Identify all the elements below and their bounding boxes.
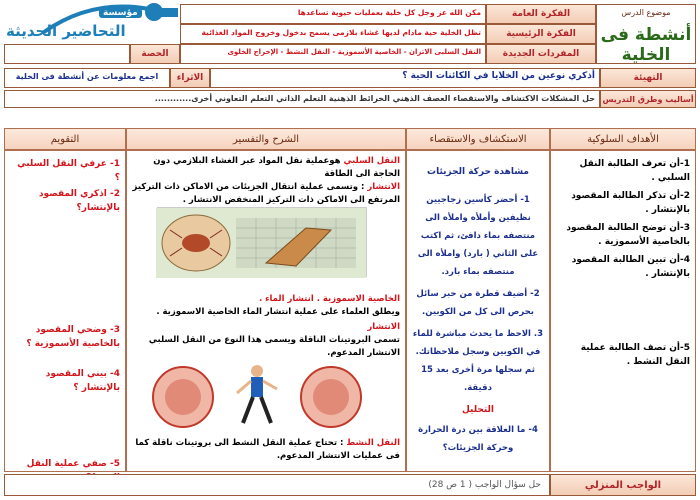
intro-label: التهيئة <box>600 68 696 88</box>
explanation-p5-rest: : تحتاج عملية النقل النشط الى بروتينات ناقلة كما فى عمليات الانتشار المدعوم. <box>135 438 400 461</box>
methods-label: أساليب وطرق التدريس <box>600 90 696 108</box>
diffusion-image-icon <box>156 208 366 278</box>
enrichment-text: اجمع معلومات عن أنشطة فى الخلية <box>15 72 159 81</box>
explanation-p1-term: النقل السلبي <box>343 156 400 166</box>
methods-text: حل المشكلات الاكتشاف والاستقصاء العصف الذهني الخرائط الذهنية التعلم الذاتي التعلم التعاوني أخرى............ <box>154 94 595 103</box>
logo-line2: التحاضير الحديثة <box>6 22 126 40</box>
explanation-p1 <box>132 155 400 181</box>
main-idea-text: تظل الخلية حية مادام لديها غشاء بلازمى يسمح بدخول وخروج المواد الغذائية <box>201 28 481 37</box>
general-idea-text: مكن الله عز وجل كل خلية بعمليات حيوية تساعدها <box>297 8 481 17</box>
active-transport-illustration <box>147 359 367 433</box>
explanation-p3-term: الخاصية الاسموزية . انتشار الماء . <box>258 294 400 304</box>
explanation-column <box>126 150 406 472</box>
explanation-p4 <box>132 321 400 360</box>
lesson-title: أنشطة فى الخلية <box>600 25 692 65</box>
share-value <box>4 44 130 64</box>
homework-text: حل سؤال الواجب ( 1 ص 28) <box>428 480 541 490</box>
evaluation-1: 1- عرفي النقل السلبي ؟ <box>17 159 120 183</box>
exploration-step-3: 3. الاحظ ما يحدث مباشرة للماء في الكوبين وسجل ملاحظاتك. ثم سجلها مرة أخرى بعد 15 دقيقة. <box>412 329 544 393</box>
explanation-p2-rest: : وتسمى عملية انتقال الجزيئات من الاماكن ذات التركيز المرتفع الى الاماكن ذات التركيز المنخفض الانتشار . <box>132 182 400 205</box>
general-idea-value <box>180 4 486 24</box>
intro-box <box>210 68 600 88</box>
evaluation-3: 3- وضحي المقصود بالخاصية الأسموزية ؟ <box>26 325 120 349</box>
intro-text: أذكري نوعين من الخلايا في الكائنات الحية ؟ <box>402 71 595 81</box>
exploration-title: مشاهدة حركة الجزيئات <box>427 167 529 177</box>
col-evaluation-header: التقويم <box>4 128 126 150</box>
objective-4: 4-أن تبين الطالبة المقصود بالإنتشار . <box>571 255 690 279</box>
enrichment-box <box>4 68 170 88</box>
homework-label: الواجب المنزلي <box>550 474 696 496</box>
exploration-step-2: 2- أضيف قطرة من حبر سائل بحرص الى كل من الكوبين. <box>416 289 540 317</box>
homework-box <box>4 474 550 496</box>
diffusion-illustration <box>157 207 367 277</box>
objective-5: 5-أن تصف الطالبة عملية النقل النشط . <box>580 343 690 367</box>
col-exploration-header: الاستكشاف والاستقصاء <box>406 128 550 150</box>
col-objectives-header: الأهداف السلوكية <box>550 128 696 150</box>
active-transport-image-icon <box>147 359 367 433</box>
explanation-p2 <box>132 181 400 207</box>
vocab-label: المفردات الجديدة <box>486 44 596 64</box>
logo <box>4 2 180 42</box>
evaluation-4: 4- بيني المقصود بالإنتشار ؟ <box>45 369 120 393</box>
enrichment-label: الاثراء <box>170 68 210 88</box>
explanation-p5 <box>132 437 400 463</box>
exploration-step-1: 1- أحضر كأسين زجاجيين نظيفين وأملأه واملأه الى منتصفه بماء دافئ، ثم اكتب على الثاني ( بارد) واملأه الى منتصفه بماء بارد. <box>417 195 539 277</box>
explanation-p4-term: الانتشار <box>367 322 400 332</box>
lesson-subject-box <box>596 4 696 64</box>
main-idea-value <box>180 24 486 44</box>
objective-1: 1-أن تعرف الطالبة النقل السلبي . <box>579 159 690 183</box>
exploration-column <box>406 150 550 472</box>
share-label: الحصة <box>130 44 180 64</box>
objective-2: 2-أن تذكر الطالبة المقصود بالإنتشار . <box>571 191 690 215</box>
explanation-p3 <box>132 293 400 319</box>
logo-line1: مؤسسة <box>99 8 142 18</box>
evaluation-column <box>4 150 126 472</box>
explanation-p1-rest: هوعملية نقل المواد عبر الغشاء البلازمي دون الحاجة الى الطاقة <box>153 156 400 179</box>
objectives-column <box>550 150 696 472</box>
evaluation-2: 2- اذكري المقصود بالإنتشار؟ <box>38 189 120 213</box>
explanation-p2-term: الانتشار <box>367 182 400 192</box>
lesson-subject-label: موضوع الدرس <box>621 8 671 17</box>
main-idea-label: الفكرة الرئيسية <box>486 24 596 44</box>
objective-3: 3-أن توضح الطالبة المقصود بالخاصية الأسموزية . <box>566 223 690 247</box>
exploration-analysis-label: التحليل <box>461 405 494 415</box>
general-idea-label: الفكرة العامة <box>486 4 596 24</box>
explanation-p5-term: النقل النشط <box>346 438 400 448</box>
evaluation-5: 5- صفي عملية النقل <box>26 459 120 469</box>
vocab-value <box>180 44 486 64</box>
explanation-p4-rest: تسمى البروتينات الناقلة ويسمى هذا النوع من النقل السلبي الانتشار المدعوم. <box>148 335 400 358</box>
col-explanation-header: الشرح والتفسير <box>126 128 406 150</box>
explanation-p3-rest: ويطلق العلماء على عملية انتشار الماء الخاصية الاسموزية . <box>156 307 400 317</box>
vocab-text: النقل السلبى الاتزان - الخاصية الأسموزية - النقل النشط - الإخراج الخلوى <box>227 48 481 56</box>
exploration-analysis-question: 4- ما العلاقة بين درة الحرارة وحركة الجزيئات؟ <box>418 425 538 453</box>
methods-box <box>4 90 600 108</box>
